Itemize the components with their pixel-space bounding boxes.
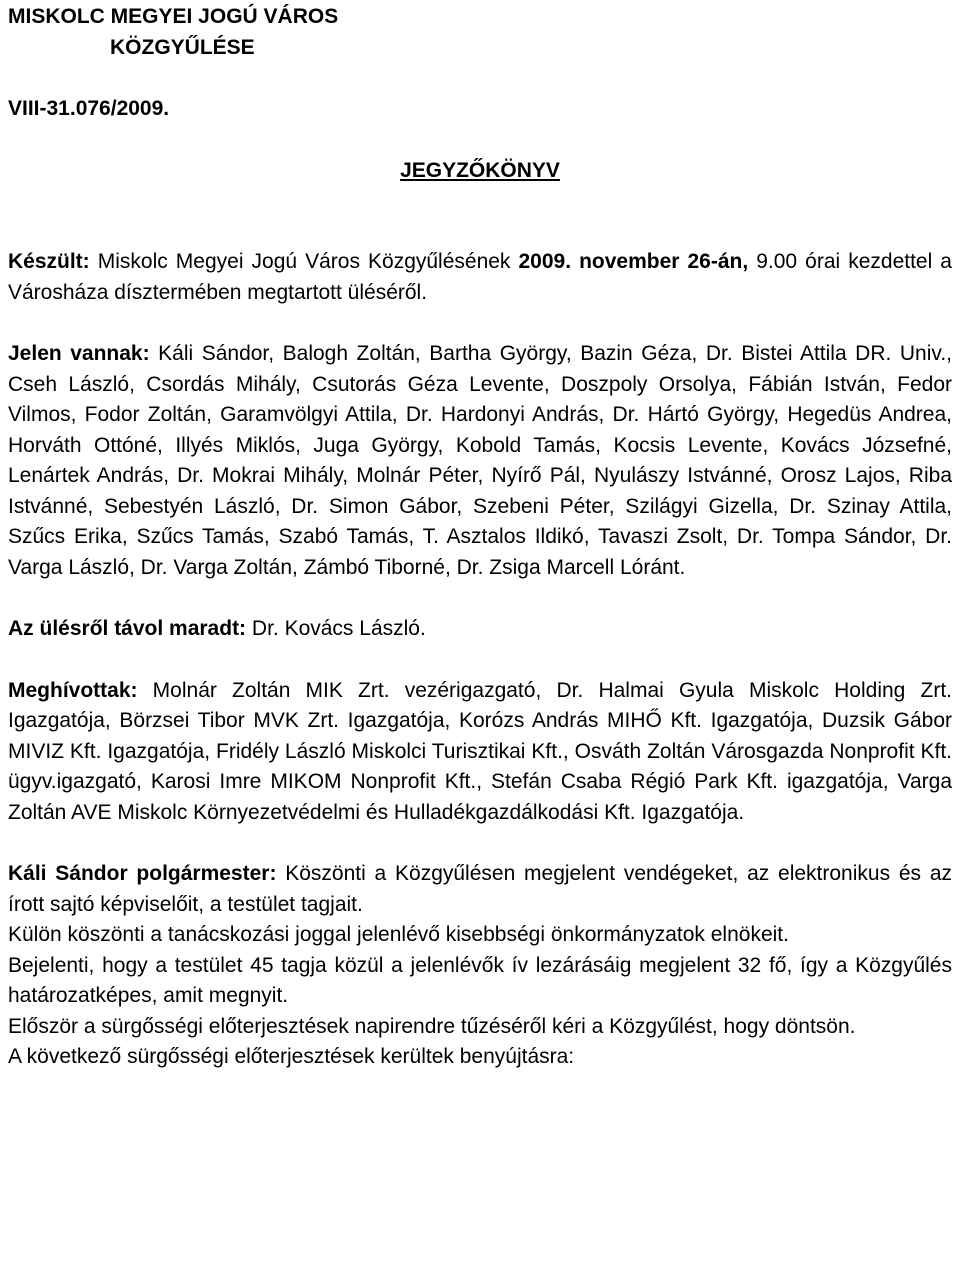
speaker-label: Káli Sándor polgármester: — [8, 862, 277, 885]
reference-number: VIII-31.076/2009. — [8, 97, 170, 120]
invited-paragraph — [8, 676, 952, 829]
organization-heading — [8, 2, 952, 63]
org-line-1: MISKOLC MEGYEI JOGÚ VÁROS — [8, 5, 339, 28]
present-paragraph — [8, 339, 952, 583]
document-title: JEGYZŐKÖNYV — [400, 158, 560, 182]
absent-label: Az ülésről távol maradt: — [8, 617, 247, 640]
absent-paragraph — [8, 614, 952, 645]
org-line-2: KÖZGYŰLÉSE — [110, 35, 255, 59]
intro-text-1: Miskolc Megyei Jogú Város Közgyűlésének — [89, 250, 519, 273]
intro-date: 2009. november 26-án, — [518, 250, 749, 273]
speech-paragraph-1 — [8, 859, 952, 920]
speech-text-1: Köszönti a Közgyűlésen megjelent vendégeket, az elektronikus és az írott sajtó képviselőit, a testület tagjait. — [8, 862, 952, 916]
speech-paragraph-5: A következő sürgősségi előterjesztések kerültek benyújtásra: — [8, 1045, 575, 1068]
present-list: Káli Sándor, Balogh Zoltán, Bartha György, Bazin Géza, Dr. Bistei Attila DR. Univ., Cseh László, Csordás Mihály, Csutorás Géza Levente, Doszpoly Orsolya, Fábián István, Fedor Vilmos, Fodor Zoltán, Garamvölgyi Attila, Dr. Hardonyi András, Dr. Hártó György, Hegedüs Andrea, Horváth Ottóné, Illyés Miklós, Juga György, Kobold Tamás, Kocsis Levente, Kovács Józsefné, Lenártek András, Dr. Mokrai Mihály, Molnár Péter, Nyírő Pál, Nyulászy Istvánné, Orosz Lajos, Riba Istvánné, Sebestyén László, Dr. Simon Gábor, Szebeni Péter, Szilágyi Gizella, Dr. Szinay Attila, Szűcs Erika, Szűcs Tamás, Szabó Tamás, T. Asztalos Ildikó, Tavaszi Zsolt, Dr. Tompa Sándor, Dr. Varga László, Dr. Varga Zoltán, Zámbó Tiborné, Dr. Zsiga Marcell Lóránt. — [8, 342, 952, 579]
intro-text-2: 9.00 órai kezdettel a Városháza dísztermében megtartott üléséről. — [8, 250, 952, 304]
speech-paragraph-2: Külön köszönti a tanácskozási joggal jelenlévő kisebbségi önkormányzatok elnökeit. — [8, 923, 789, 946]
document-page — [8, 0, 952, 1073]
invited-list: Molnár Zoltán MIK Zrt. vezérigazgató, Dr. Halmai Gyula Miskolc Holding Zrt. Igazgatója, Börzsei Tibor MVK Zrt. Igazgatója, Korózs András MIHŐ Kft. Igazgatója, Duzsik Gábor MIVIZ Kft. Igazgatója, Fridély László Miskolci Turisztikai Kft., Osváth Zoltán Városgazda Nonprofit Kft. ügyv.igazgató, Karosi Imre MIKOM Nonprofit Kft., Stefán Csaba Régió Park Kft. igazgatója, Varga Zoltán AVE Miskolc Környezetvédelmi és Hulladékgazdálkodási Kft. Igazgatója. — [8, 678, 952, 824]
absent-text: Dr. Kovács László. — [246, 617, 426, 640]
speech-paragraph-3: Bejelenti, hogy a testület 45 tagja közül a jelenlévők ív lezárásáig megjelent 32 fő, így a Közgyűlés határozatképes, amit megnyit. — [8, 953, 952, 1007]
present-label: Jelen vannak: — [8, 342, 150, 365]
invited-label: Meghívottak: — [8, 678, 138, 702]
speech-paragraph-4: Először a sürgősségi előterjesztések napirendre tűzéséről kéri a Közgyűlést, hogy döntsön. — [8, 1014, 856, 1038]
intro-paragraph — [8, 247, 952, 308]
intro-label: Készült: — [8, 250, 90, 273]
